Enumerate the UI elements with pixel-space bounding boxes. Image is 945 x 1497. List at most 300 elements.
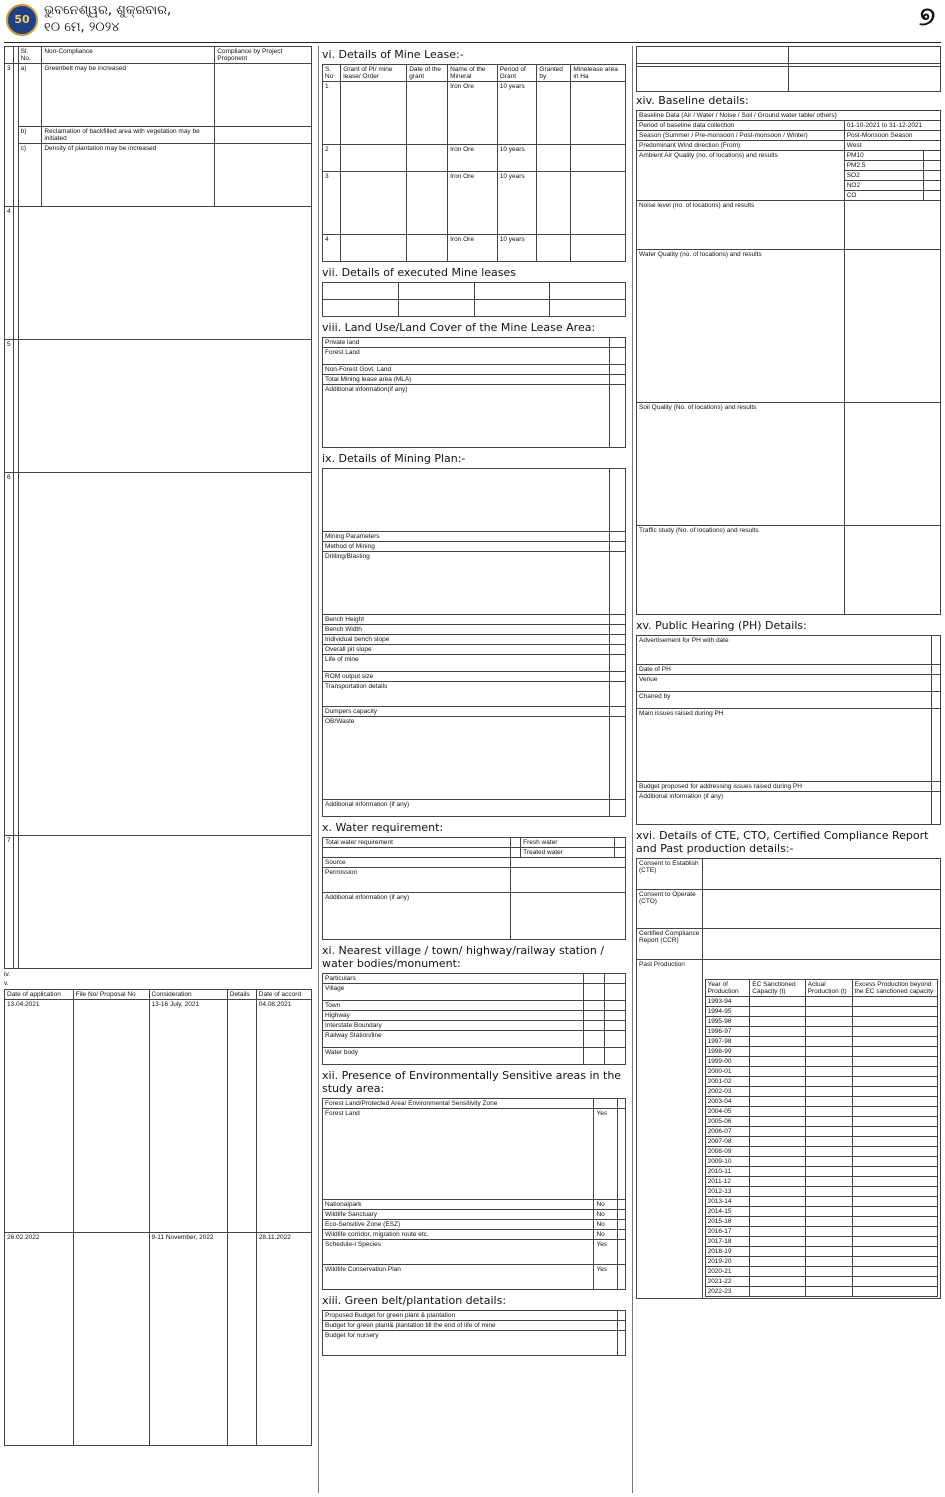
- column-2: [318, 46, 626, 1493]
- dateline-place-day: ଭୁବନେଶ୍ୱର, ଶୁକ୍ରବାର,: [44, 3, 172, 18]
- row-label: Water body: [323, 1048, 584, 1065]
- production-year: 2017-18: [705, 1237, 750, 1247]
- tor-consideration: 13-16 July, 2021: [149, 1000, 227, 1233]
- table-row: [705, 1007, 937, 1017]
- table-row: [705, 1077, 937, 1087]
- table-row: [323, 283, 626, 300]
- table-row: [323, 717, 626, 800]
- land-use-section: [322, 321, 626, 448]
- row-label: Particulars: [323, 974, 584, 984]
- table-row: [5, 47, 312, 64]
- table-row: [323, 707, 626, 717]
- production-year: 1995-96: [705, 1017, 750, 1027]
- section-heading: xii. Presence of Environmentally Sensitive areas in the study area:: [322, 1069, 622, 1095]
- sub-label: Reclamation of backfilled area with vegetation may be initiated: [42, 127, 215, 144]
- table-row: [637, 929, 941, 960]
- table-row: [705, 1117, 937, 1127]
- table-row: [323, 1311, 626, 1321]
- production-year: 1993-94: [705, 997, 750, 1007]
- row-label: Treated water: [521, 848, 615, 858]
- row-label: Water Quality (no. of locations) and results: [637, 250, 845, 403]
- table-row: [637, 665, 941, 675]
- water-section: [322, 821, 626, 940]
- col-date: Date of the grant: [407, 65, 448, 82]
- table-row: [637, 636, 941, 665]
- green-belt-section: [322, 1294, 626, 1356]
- dateline-date: ୧୦ ମେ, ୨୦୨୪: [44, 20, 120, 35]
- table-row: [637, 121, 941, 131]
- row-label: Transportation details: [323, 682, 610, 707]
- row-label: Permission: [323, 868, 511, 893]
- table-row: [323, 1331, 626, 1356]
- tor-consideration: 9-11 November, 2022: [149, 1233, 227, 1446]
- table-row: [705, 1107, 937, 1117]
- row-label: Additional information (if any): [323, 800, 610, 817]
- section-heading: xi. Nearest village / town/ highway/railway station / water bodies/monument:: [322, 944, 605, 970]
- row-label: Village: [323, 984, 584, 1001]
- row-label: ROM output size: [323, 672, 610, 682]
- lease-mineral: Iron Ore: [448, 82, 498, 145]
- production-year: 2005-06: [705, 1117, 750, 1127]
- row-label: Wildlife Conservation Plan: [323, 1265, 594, 1290]
- production-year: 2009-10: [705, 1157, 750, 1167]
- table-row: [705, 1027, 937, 1037]
- esa-table: [322, 1098, 626, 1290]
- production-year: 1998-99: [705, 1047, 750, 1057]
- table-row: [5, 473, 312, 836]
- section-heading: xv. Public Hearing (PH) Details:: [636, 619, 807, 632]
- col-non-compliance: Non-Compliance: [42, 47, 215, 64]
- row-label: Predominant Wind direction (From): [637, 141, 845, 151]
- row-label: Forest Land/Protected Area/ Environmental Sensitivity Zone: [323, 1099, 594, 1109]
- mine-lease-section: [322, 48, 626, 262]
- table-row: [5, 1000, 312, 1233]
- table-row: [705, 1197, 937, 1207]
- table-row: [637, 692, 941, 709]
- table-row: [637, 141, 941, 151]
- production-year: 1999-00: [705, 1057, 750, 1067]
- production-year: 1996-97: [705, 1027, 750, 1037]
- row-label: Budget for nursery: [323, 1331, 618, 1356]
- row-label: Period of baseline data collection: [637, 121, 845, 131]
- table-row: [637, 151, 941, 161]
- row-label: Past Production: [637, 960, 703, 1299]
- table-row: [705, 1277, 937, 1287]
- baseline-section: [636, 94, 941, 615]
- table-row: [323, 682, 626, 707]
- item-v: [4, 980, 312, 987]
- table-row: [637, 960, 941, 1299]
- sub-label: Density of plantation may be increased: [42, 144, 215, 207]
- table-row: [323, 338, 626, 348]
- air-param: CO: [844, 191, 924, 201]
- table-row: [637, 403, 941, 526]
- table-row: [705, 1057, 937, 1067]
- production-year: 2008-09: [705, 1147, 750, 1157]
- row-label: Interstate Boundary: [323, 1021, 584, 1031]
- col-sl: Sl. No.: [18, 47, 42, 64]
- production-year: 2020-21: [705, 1267, 750, 1277]
- row-label: Individual bench slope: [323, 635, 610, 645]
- row-number: 6: [5, 473, 14, 836]
- table-row: [323, 984, 626, 1001]
- masthead: [0, 0, 945, 42]
- esa-value: No: [594, 1210, 618, 1220]
- table-row: [323, 1240, 626, 1265]
- row-label: Mining Parameters: [323, 532, 610, 542]
- table-row: [705, 1067, 937, 1077]
- production-year: 1994-95: [705, 1007, 750, 1017]
- lease-mineral: Iron Ore: [448, 172, 498, 235]
- col-mineral: Name of the Mineral: [448, 65, 498, 82]
- table-row: [705, 1237, 937, 1247]
- row-label: Schedule-I Species: [323, 1240, 594, 1265]
- production-year: 2000-01: [705, 1067, 750, 1077]
- lease-period: 10 years: [497, 172, 537, 235]
- row-label: Baseline Data (Air / Water / Noise / Soil / Ground water table/ others): [637, 111, 941, 121]
- sub-index: b): [18, 127, 42, 144]
- table-row: [705, 1157, 937, 1167]
- production-year: 2021-22: [705, 1277, 750, 1287]
- row-label: Additional information(if any): [323, 385, 610, 448]
- page-number: ୭: [919, 2, 935, 32]
- green-belt-table: [322, 1310, 626, 1356]
- table-row: [323, 385, 626, 448]
- row-label: Nationalpark: [323, 1200, 594, 1210]
- table-row: [323, 1265, 626, 1290]
- row-label: Traffic study (No. of locations) and results: [637, 526, 845, 615]
- row-label: Total Mining lease area (MLA): [323, 375, 610, 385]
- table-row: [323, 375, 626, 385]
- table-row: [323, 542, 626, 552]
- production-year: 2006-07: [705, 1127, 750, 1137]
- baseline-table: [636, 110, 941, 615]
- table-row: [323, 893, 626, 940]
- table-row: [705, 1227, 937, 1237]
- col-details: Details: [227, 990, 256, 1000]
- header-rule: [4, 42, 941, 43]
- table-row: [637, 782, 941, 792]
- row-label: Forest Land: [323, 348, 610, 365]
- row-label: Bench Height: [323, 615, 610, 625]
- table-row: [705, 1177, 937, 1187]
- row-value: 01-10-2021 to 31-12-2021: [844, 121, 940, 131]
- row-label: Dumpers capacity: [323, 707, 610, 717]
- row-label: Private land: [323, 338, 610, 348]
- table-row: [5, 340, 312, 473]
- row-label: Eco-Sensitive Zone (ESZ): [323, 1220, 594, 1230]
- table-row: [5, 207, 312, 340]
- logo-text: 50: [14, 13, 30, 26]
- production-year: 2004-05: [705, 1107, 750, 1117]
- past-production-table: [705, 979, 938, 1297]
- mining-plan-table: [322, 468, 626, 817]
- table-row: [323, 552, 626, 615]
- table-row: [323, 365, 626, 375]
- esa-value: No: [594, 1220, 618, 1230]
- row-label: OB/Waste: [323, 717, 610, 800]
- col-year: Year of Production: [705, 980, 750, 997]
- row-label: Method of Mining: [323, 542, 610, 552]
- table-row: [323, 974, 626, 984]
- row-label: Total water requirement: [323, 838, 511, 848]
- tor-accord: 04.08.2021: [256, 1000, 311, 1233]
- table-row: [637, 67, 941, 92]
- esa-section: [322, 1069, 626, 1290]
- executed-leases-section: [322, 266, 626, 317]
- sub-label: Greenbelt may be increased: [42, 64, 215, 127]
- row-label: Overall pit slope: [323, 645, 610, 655]
- table-row: [705, 1167, 937, 1177]
- col-grant: Grant of PI/ mine lease/ Order: [341, 65, 407, 82]
- column-3: [632, 46, 941, 1493]
- section-heading: xiii. Green belt/plantation details:: [322, 1294, 507, 1307]
- table-row: [323, 838, 626, 848]
- column-1: [4, 46, 312, 1493]
- table-row: [323, 348, 626, 365]
- col-file: File No/ Proposal No: [73, 990, 149, 1000]
- table-row: [323, 625, 626, 635]
- table-row: [705, 1267, 937, 1277]
- tor-table: [4, 989, 312, 1446]
- table-row: [323, 615, 626, 625]
- air-param: SO2: [844, 171, 924, 181]
- table-row: [5, 990, 312, 1000]
- table-row: [323, 672, 626, 682]
- table-row: [323, 469, 626, 532]
- table-row: [705, 1187, 937, 1197]
- table-row: [323, 1048, 626, 1065]
- table-row: [323, 65, 626, 82]
- production-year: 2018-19: [705, 1247, 750, 1257]
- compliance-table: [4, 46, 312, 969]
- row-value: West: [844, 141, 940, 151]
- production-year: 2022-23: [705, 1287, 750, 1297]
- lease-no: 2: [323, 145, 341, 172]
- row-number: 5: [5, 340, 14, 473]
- row-label: Main issues raised during PH: [637, 709, 932, 782]
- table-row: [323, 848, 626, 858]
- section-heading: vi. Details of Mine Lease:-: [322, 48, 464, 61]
- item-iv-index: iv.: [4, 971, 11, 978]
- section-heading: xvi. Details of CTE, CTO, Certified Compliance Report and Past production details:-: [636, 829, 929, 855]
- table-row: [705, 1017, 937, 1027]
- col-ec-capacity: EC Sanctioned Capacity (t): [750, 980, 805, 997]
- table-row: [323, 645, 626, 655]
- table-row: [323, 868, 626, 893]
- table-row: [323, 235, 626, 262]
- lease-mineral: Iron Ore: [448, 235, 498, 262]
- table-row: [323, 635, 626, 645]
- mine-lease-table: [322, 64, 626, 262]
- table-row: [637, 792, 941, 825]
- table-row: [637, 47, 941, 64]
- table-row: [323, 145, 626, 172]
- table-row: [705, 1127, 937, 1137]
- production-year: 1997-98: [705, 1037, 750, 1047]
- table-row: [323, 858, 626, 868]
- row-label: Highway: [323, 1011, 584, 1021]
- production-year: 2011-12: [705, 1177, 750, 1187]
- col-accord: Date of accord: [256, 990, 311, 1000]
- table-row: [637, 890, 941, 929]
- tor-accord: 28.11.2022: [256, 1233, 311, 1446]
- table-row: [323, 172, 626, 235]
- esa-value: Yes: [594, 1265, 618, 1290]
- row-label: Chaired by: [637, 692, 932, 709]
- public-hearing-section: [636, 619, 941, 825]
- row-label: Ambient Air Quality (no. of locations) and results: [637, 151, 845, 201]
- table-row: [705, 1037, 937, 1047]
- table-row: [323, 1099, 626, 1109]
- row-label: Wildlife Sanctuary: [323, 1210, 594, 1220]
- row-label: Source: [323, 858, 511, 868]
- row-label: Budget for green plant& plantation till the end of life of mine: [323, 1321, 618, 1331]
- esa-value: No: [594, 1200, 618, 1210]
- table-row: [705, 1147, 937, 1157]
- section-heading: ix. Details of Mining Plan:-: [322, 452, 466, 465]
- sub-index: c): [18, 144, 42, 207]
- row-label: Consent to Establish (CTE): [637, 859, 703, 890]
- row-label: Railway Station/line: [323, 1031, 584, 1048]
- cte-cto-table: [636, 858, 941, 1299]
- table-row: [5, 836, 312, 969]
- table-row: [637, 111, 941, 121]
- nearest-section: [322, 944, 626, 1065]
- item-v-index: v.: [4, 980, 9, 987]
- table-row: [705, 1087, 937, 1097]
- lease-no: 1: [323, 82, 341, 145]
- table-row: [323, 1220, 626, 1230]
- air-param: PM2.5: [844, 161, 924, 171]
- lease-period: 10 years: [497, 82, 537, 145]
- table-row: [323, 532, 626, 542]
- table-row: [5, 144, 312, 207]
- table-row: [323, 1011, 626, 1021]
- tor-date: 13.04.2021: [5, 1000, 74, 1233]
- col-compliance: Compliance by Project Proponent: [215, 47, 312, 64]
- land-use-table: [322, 337, 626, 448]
- table-row: [705, 1217, 937, 1227]
- table-row: [5, 1233, 312, 1446]
- section-heading: xiv. Baseline details:: [636, 94, 749, 107]
- table-row: [637, 526, 941, 615]
- col-date: Date of application: [5, 990, 74, 1000]
- nearest-table: [322, 973, 626, 1065]
- row-label: Forest Land: [323, 1109, 594, 1200]
- row-number: 3: [5, 64, 14, 207]
- table-row: [705, 1247, 937, 1257]
- production-year: 2013-14: [705, 1197, 750, 1207]
- table-row: [323, 300, 626, 317]
- dateline: [44, 2, 184, 36]
- col-area: Minelease area in Ha: [571, 65, 626, 82]
- production-year: 2001-02: [705, 1077, 750, 1087]
- row-label: Venue: [637, 675, 932, 692]
- col-excess: Excess Production beyond the EC sanctioned capacity: [852, 980, 937, 997]
- table-row: [637, 709, 941, 782]
- lease-no: 3: [323, 172, 341, 235]
- item-iv: [4, 971, 312, 978]
- table-row: [323, 800, 626, 817]
- row-label: Advertisement for PH with date: [637, 636, 932, 665]
- table-row: [323, 1230, 626, 1240]
- row-label: Fresh water: [521, 838, 615, 848]
- table-row: [323, 1109, 626, 1200]
- table-row: [323, 1200, 626, 1210]
- production-year: 2015-16: [705, 1217, 750, 1227]
- section-heading: x. Water requirement:: [322, 821, 444, 834]
- col-actual: Actual Production (t): [805, 980, 852, 997]
- col-granted-by: Granted by: [537, 65, 571, 82]
- continued-table: [636, 46, 941, 92]
- air-param: PM10: [844, 151, 924, 161]
- col-sno: S. No: [323, 65, 341, 82]
- water-table: [322, 837, 626, 940]
- table-row: [5, 64, 312, 127]
- table-row: [323, 1321, 626, 1331]
- section-heading: vii. Details of executed Mine leases: [322, 266, 517, 279]
- esa-value: No: [594, 1230, 618, 1240]
- table-row: [637, 250, 941, 403]
- table-row: [323, 1210, 626, 1220]
- cte-cto-section: [636, 829, 941, 1299]
- public-hearing-table: [636, 635, 941, 825]
- table-row: [323, 655, 626, 672]
- row-label: Additional information (if any): [637, 792, 932, 825]
- table-row: [323, 1031, 626, 1048]
- row-number: 7: [5, 836, 14, 969]
- air-param: NO2: [844, 181, 924, 191]
- esa-value: Yes: [594, 1240, 618, 1265]
- table-row: [323, 1001, 626, 1011]
- row-label: Soil Quality (No. of locations) and results: [637, 403, 845, 526]
- table-row: [705, 1207, 937, 1217]
- mining-plan-section: [322, 452, 626, 817]
- section-heading: viii. Land Use/Land Cover of the Mine Lease Area:: [322, 321, 596, 334]
- table-row: [705, 1257, 937, 1267]
- table-row: [637, 859, 941, 890]
- row-label: Noise level (no. of locations) and results: [637, 201, 845, 250]
- production-year: 2010-11: [705, 1167, 750, 1177]
- table-row: [705, 1047, 937, 1057]
- production-year: 2002-03: [705, 1087, 750, 1097]
- table-row: [5, 127, 312, 144]
- sub-index: a): [18, 64, 42, 127]
- table-row: [705, 1097, 937, 1107]
- table-row: [637, 675, 941, 692]
- lease-no: 4: [323, 235, 341, 262]
- row-label: Budget proposed for addressing issues raised during PH: [637, 782, 932, 792]
- row-label: Bench Width: [323, 625, 610, 635]
- row-label: Date of PH: [637, 665, 932, 675]
- row-label: Non-Forest Govt. Land: [323, 365, 610, 375]
- row-value: Post-Monsoon Season: [844, 131, 940, 141]
- production-year: 2007-08: [705, 1137, 750, 1147]
- production-year: 2016-17: [705, 1227, 750, 1237]
- table-row: [705, 1137, 937, 1147]
- row-label: Season (Summer / Pre-monsoon / Post-monsoon / Winter): [637, 131, 845, 141]
- production-year: 2003-04: [705, 1097, 750, 1107]
- row-number: 4: [5, 207, 14, 340]
- lease-period: 10 years: [497, 235, 537, 262]
- production-year: 2012-13: [705, 1187, 750, 1197]
- col-consideration: Consideration: [149, 990, 227, 1000]
- lease-mineral: Iron Ore: [448, 145, 498, 172]
- row-label: Town: [323, 1001, 584, 1011]
- table-row: [705, 997, 937, 1007]
- row-label: Life of mine: [323, 655, 610, 672]
